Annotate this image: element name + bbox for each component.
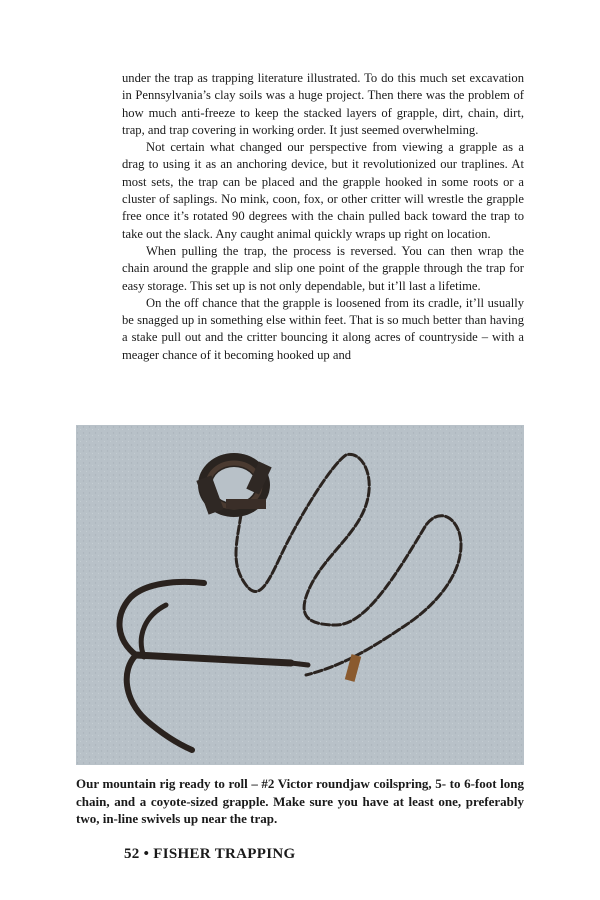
paragraph-1: under the trap as trapping literature illustrated. To do this much set excavation in Pennsylvania’s clay soils was a huge project. Then there was the problem of how much anti-freeze to keep the stacked layers of grapple, dirt, chain, dirt, trap, and trap covering in working order. It just seemed overwhelming. (122, 71, 524, 137)
paragraph-2: Not certain what changed our perspective from viewing a grapple as a drag to using it as an anchoring device, but it revolutionized our traplines. At most sets, the trap can be placed and the grapple hooked in some roots or a cluster of saplings. No mink, coon, fox, or other critter will wrestle the grapple free once it’s rotated 90 degrees with the chain pulled back toward the trap to take out the slack. Any caught animal quickly wraps up right on location. (122, 140, 524, 241)
body-text (122, 70, 524, 364)
trap-photo (76, 425, 524, 765)
footer-separator: • (143, 846, 150, 862)
book-title: FISHER TRAPPING (153, 846, 296, 862)
figure-caption: Our mountain rig ready to roll – #2 Victor roundjaw coilspring, 5- to 6-foot long chain, and a coyote-sized grapple. Make sure you have at least one, preferably two, in-line swivels up near the trap. (76, 776, 524, 826)
page-number: 52 (124, 846, 140, 862)
page-footer (124, 846, 295, 863)
paragraph-3: When pulling the trap, the process is reversed. You can then wrap the chain around the grapple and slip one point of the grapple through the trap for easy storage. This set up is not only dependable, but it’ll last a lifetime. (122, 243, 524, 293)
paragraph-4: On the off chance that the grapple is loosened from its cradle, it’ll usually be snagged up in something else within feet. That is so much better than having a stake pull out and the critter bouncing it along acres of countryside – with a meager chance of it becoming hooked up and (122, 295, 524, 362)
